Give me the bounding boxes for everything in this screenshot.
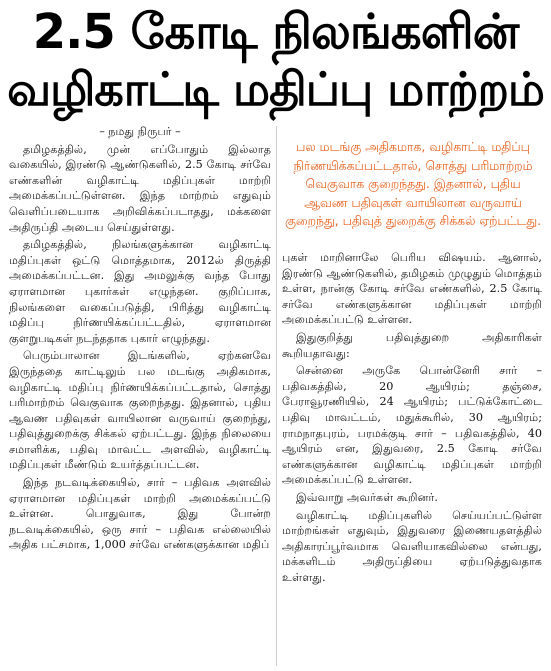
paragraph: தமிழகத்தில், முன் எப்போதும் இல்லாத வகையில், இரண்டு ஆண்டுகளில், 2.5 கோடி சர்வே எண்களின் வழிகாட்டி மதிப்புகள் மாற்றி அமைக்கப்பட்டுள்ளன. இந்த மாற்றம் எதுவும் வெளிப்படையாக அறிவிக்கப்படாதது, மக்களை அதிருப்தி அடைய செய்துள்ளது. [9,142,271,234]
paragraph: புகள் மாறினாலே பெரிய விஷயம். ஆனால், இரண்டு ஆண்டுகளில், தமிழகம் முழுதும் மொத்தம் உள்ள, நான்கு கோடி சர்வே எண்களில், 2.5 கோடி சர்வே எண்களுக்கான மதிப்புகள் மாற்றி அமைக்கப்பட்டு உள்ளன. [282,251,542,327]
headline-line-2: வழிகாட்டி மதிப்பு மாற்றம் [7,62,544,116]
article-right-column [282,250,542,587]
pull-quote: பல மடங்கு அதிகமாக, வழிகாட்டி மதிப்பு நிர்ணயிக்கப்பட்டதால், சொத்து பரிமாற்றம் வெகுவாக குறைந்தது. இதனால், புதிய ஆவண பதிவுகள் வாயிலான வருவாய் குறைந்து, பதிவுத் துறைக்கு சிக்கல் ஏற்பட்டது. [284,139,542,228]
paragraph: இதுகுறித்து பதிவுத்துறை அதிகாரிகள் கூறியதாவது: [282,330,542,360]
column-divider [276,126,277,666]
paragraph: பெரும்பாலான இடங்களில், ஏற்கனவே இருந்ததை காட்டிலும் பல மடங்கு அதிகமாக, வழிகாட்டி மதிப்பு நிர்ணயிக்கப்பட்டதால், சொத்து பரிமாற்றம் வெகுவாக குறைந்தது. இதனால், புதிய ஆவண பதிவுகள் வாயிலான வருவாய் குறைந்து, பதிவுத்துறைக்கு சிக்கல் ஏற்பட்டது. இந்த நிலையை சமாளிக்க, பதிவு மாவட்ட அளவில், வழிகாட்டி மதிப்புகள் மீண்டும் உயர்த்தப்பட்டன. [9,349,271,472]
article-left-column [9,124,271,555]
paragraph: சென்னை அருகே பொன்னேரி சார் – பதிவகத்தில், 20 ஆயிரம்; தஞ்சை, பேராவூரணியில், 24 ஆயிரம்; பட்டுக்கோட்டை பதிவு மாவட்டம், மதுக்கூரில், 30 ஆயிரம்; ராமநாதபுரம், பரமக்குடி சார் – பதிவகத்தில், 40 ஆயிரம் என, இதுவரை, 2.5 கோடி சர்வே எண்களுக்கான வழிகாட்டி மதிப்புகள் மாற்றி அமைக்கப்பட்டு உள்ளன. [282,364,542,487]
byline: – நமது நிருபர் – [99,125,181,138]
headline-line-1: 2.5 கோடி நிலங்களின் [32,4,519,60]
paragraph: தமிழகத்தில், நிலங்களுக்கான வழிகாட்டி மதிப்புகள் ஒட்டு மொத்தமாக, 2012ல் திருத்தி அமைக்கப்பட்டன. இது அமலுக்கு வந்த போது ஏராளமான புகார்கள் எழுந்தன. குறிப்பாக, நிலங்களை வகைப்படுத்தி, பிரித்து வழிகாட்டி மதிப்பு நிர்ணயிக்கப்பட்டதில், ஏராளமான குளறுபடிகள் நடந்ததாக புகார் எழுந்தது. [9,238,271,345]
paragraph: வழிகாட்டி மதிப்புகளில் செய்யப்பட்டுள்ள மாற்றங்கள் எதுவும், இதுவரை இணையதளத்தில் அதிகாரப்பூர்வமாக வெளியாகவில்லை என்பது, மக்களிடம் அதிருப்தியை ஏற்படுத்துவதாக உள்ளது. [282,508,542,584]
paragraph: இவ்வாறு அவர்கள் கூறினர். [296,490,438,504]
paragraph: இந்த நடவடிக்கையில், சார் – பதிவக அளவில் ஏராளமான மதிப்புகள் மாற்றி அமைக்கப்பட்டு உள்ளன. பொதுவாக, இது போன்ற நடவடிக்கையில், ஒரு சார் – பதிவக எல்லையில் அதிக பட்சமாக, 1,000 சர்வே எண்களுக்கான மதிப் [9,476,271,552]
